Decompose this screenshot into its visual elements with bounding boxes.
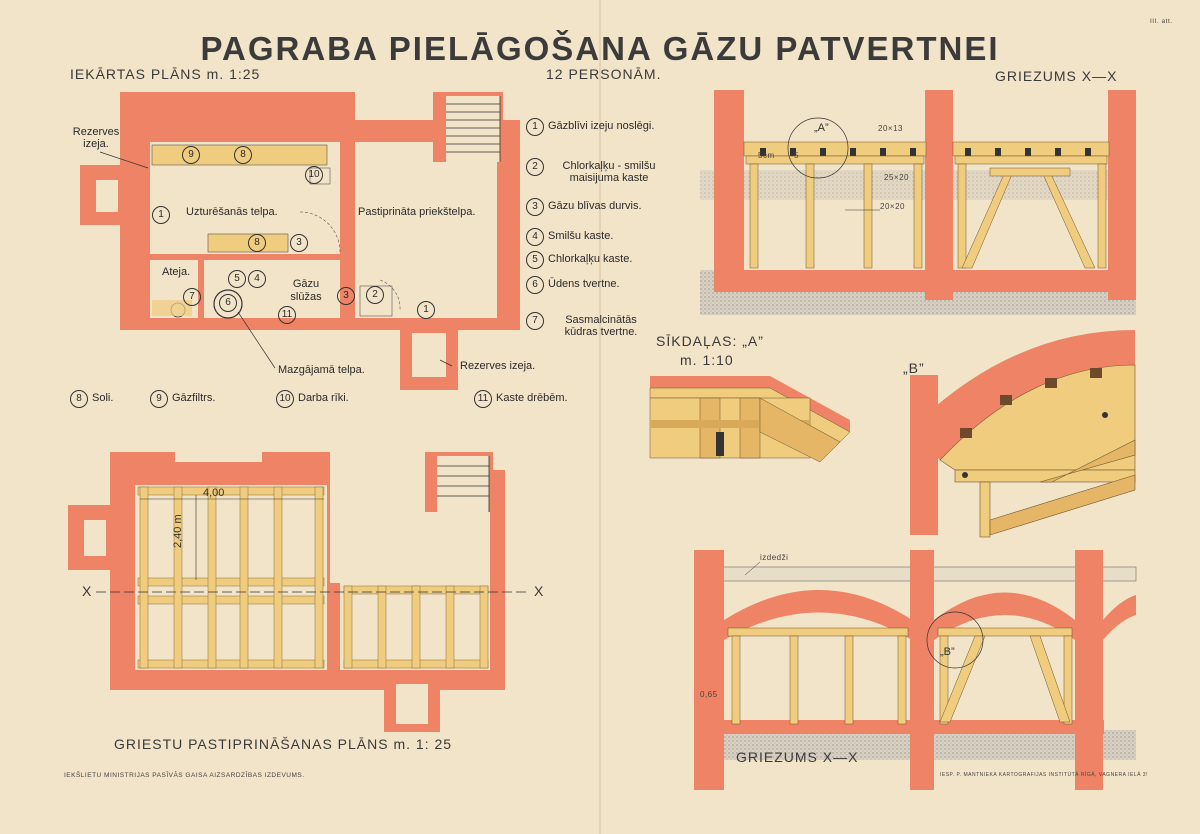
page-title: PAGRABA PIELĀGOŠANA GĀZU PATVERTNEI xyxy=(200,30,1000,67)
label-toilet: Ateja. xyxy=(162,266,191,278)
label-reinforced-hall: Pastiprināta priekštelpa. xyxy=(358,206,476,218)
legend-text-8: Soli. xyxy=(92,392,114,404)
details-scale: m. 1:10 xyxy=(680,352,734,368)
legend-text-3: Gāzu blīvas durvis. xyxy=(548,200,642,212)
legend-num-1: 1 xyxy=(526,118,544,136)
section-bottom-heading: GRIEZUMS X—X xyxy=(736,749,859,765)
dim-065: 0,65 xyxy=(700,690,718,699)
plan-capacity: 12 PERSONĀM. xyxy=(546,66,662,82)
sheet-mark: III. att. xyxy=(1150,18,1173,25)
marker-7: 7 xyxy=(183,288,201,306)
legend-text-5: Chlorkaļķu kaste. xyxy=(548,253,633,265)
legend-num-4: 4 xyxy=(526,228,544,246)
footer-left: IEKŠLIETU MINISTRIJAS PASĪVĀS GAISA AIZSARDZĪBAS IZDEVUMS. xyxy=(64,772,305,779)
marker-2: 2 xyxy=(366,286,384,304)
legend-text-1: Gāzblīvi izeju noslēgi. xyxy=(548,120,655,132)
section-mark-left: X xyxy=(82,583,93,599)
legend-num-8: 8 xyxy=(70,390,88,408)
ceiling-dim-width: 4,00 xyxy=(203,487,225,499)
legend-text-6: Ūdens tvertne. xyxy=(548,278,620,290)
detail-b-ref: „B” xyxy=(903,360,925,376)
ceiling-plan xyxy=(68,452,530,732)
legend-num-2: 2 xyxy=(526,158,544,176)
legend-num-11: 11 xyxy=(474,390,492,408)
marker-3-door: 3 xyxy=(337,287,355,305)
marker-10: 10 xyxy=(305,166,323,184)
marker-8-top: 8 xyxy=(234,146,252,164)
legend-num-7: 7 xyxy=(526,312,544,330)
dim-5: 5 xyxy=(794,151,799,160)
marker-1-bottom: 1 xyxy=(417,301,435,319)
section-top xyxy=(700,90,1136,315)
detail-b-ref-section: „B” xyxy=(940,646,955,658)
legend-text-4: Smilšu kaste. xyxy=(548,230,614,242)
legend-text-9: Gāzfiltrs. xyxy=(172,392,216,404)
dim-20x20: 20×20 xyxy=(880,202,905,211)
detail-a xyxy=(650,376,850,462)
ceiling-dim-height: 2,40 m xyxy=(172,514,184,548)
marker-5: 5 xyxy=(228,270,246,288)
legend-text-10: Darba rīki. xyxy=(298,392,349,404)
label-reserve-exit-bottom: Rezerves izeja. xyxy=(460,360,536,372)
ceiling-heading: GRIESTU PASTIPRINĀŠANAS PLĀNS m. 1: 25 xyxy=(114,736,453,752)
dim-25x20: 25×20 xyxy=(884,173,909,182)
marker-1-left: 1 xyxy=(152,206,170,224)
section-top-heading: GRIEZUMS X—X xyxy=(995,68,1118,84)
marker-8-mid: 8 xyxy=(248,234,266,252)
legend-text-7: Sasmalcinātās kūdras tvertne. xyxy=(564,314,638,338)
footer-right: IESP. P. MANTNIEKA KARTOGRAFIJAS INSTITŪTĀ RĪGĀ, VAGNERA IELĀ 3! xyxy=(940,772,1148,778)
legend-num-10: 10 xyxy=(276,390,294,408)
marker-9: 9 xyxy=(182,146,200,164)
details-heading: SĪKDAĻAS: „A” xyxy=(656,333,764,349)
section-mark-right: X xyxy=(534,583,545,599)
dim-20x13: 20×13 xyxy=(878,124,903,133)
detail-a-ref: „A” xyxy=(814,122,829,134)
label-bricks: izdedži xyxy=(760,553,789,562)
label-wash-room: Mazgājamā telpa. xyxy=(278,364,365,376)
marker-3-inner: 3 xyxy=(290,234,308,252)
legend-text-11: Kaste drēbēm. xyxy=(496,392,568,404)
detail-b xyxy=(910,330,1135,537)
legend-num-9: 9 xyxy=(150,390,168,408)
plan-heading: IEKĀRTAS PLĀNS m. 1:25 xyxy=(70,66,261,82)
legend-num-5: 5 xyxy=(526,251,544,269)
marker-4: 4 xyxy=(248,270,266,288)
dim-5cm: 5cm xyxy=(758,151,775,160)
label-reserve-exit-left: Rezerves izeja. xyxy=(72,126,120,150)
marker-11: 11 xyxy=(278,306,296,324)
legend-text-2: Chlorkaļķu - smilšu maisijuma kaste xyxy=(562,160,656,184)
label-gas-lock: Gāzu slūžas xyxy=(290,278,322,303)
marker-6: 6 xyxy=(219,294,237,312)
label-stay-room: Uzturēšanās telpa. xyxy=(186,206,278,218)
legend-num-6: 6 xyxy=(526,276,544,294)
legend-num-3: 3 xyxy=(526,198,544,216)
